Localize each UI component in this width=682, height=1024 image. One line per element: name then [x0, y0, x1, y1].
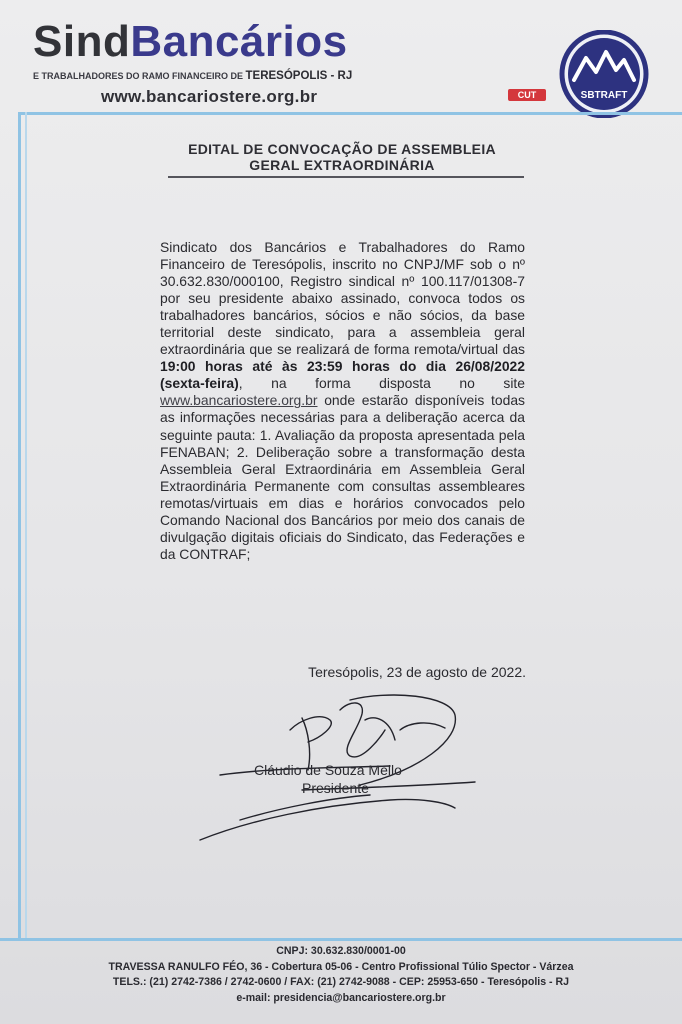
tagline-city: TERESÓPOLIS - RJ: [245, 70, 353, 82]
logo-text: SBTRAFT: [580, 90, 628, 101]
document-title: [160, 141, 524, 173]
body-text-part-2: , na forma disposta no site: [238, 375, 525, 392]
body-meeting-time: 19:00 horas até às 23:59 horas do dia 26/08/2022 (sexta-feira): [160, 358, 525, 392]
dateline: Teresópolis, 23 de agosto de 2022.: [308, 664, 526, 680]
brand-part-bancarios: Bancários: [130, 17, 348, 66]
letterhead-footer: [0, 944, 682, 1006]
footer-email[interactable]: e-mail: presidencia@bancariostere.org.br: [236, 991, 446, 1004]
title-underline: [168, 176, 524, 178]
footer-phones: TELS.: (21) 2742-7386 / 2742-0600 / FAX: (21) 2742-9088 - CEP: 25953-650 - Teresópolis - RJ: [112, 976, 570, 989]
frame-top-border: [18, 112, 682, 115]
cut-badge: CUT: [508, 89, 546, 101]
footer-cnpj: CNPJ: 30.632.830/0001-00: [276, 945, 406, 957]
letterhead-brand: [33, 18, 348, 66]
frame-left-border: [18, 112, 21, 940]
signatory-role: Presidente: [302, 780, 369, 796]
sbtraft-logo-icon: [556, 30, 652, 118]
brand-part-sind: Sind: [33, 17, 131, 66]
convocation-body: [160, 239, 525, 563]
signatory-name: Cláudio de Souza Mello: [254, 762, 402, 778]
tagline-prefix: E TRABALHADORES DO RAMO FINANCEIRO DE: [33, 71, 246, 81]
body-text-part-1: Sindicato dos Bancários e Trabalhadores do Ramo Financeiro de Teresópolis, inscrito no CNPJ/MF sob o nº 30.632.830/000100, Registro sindical nº 100.117/01308-7 por seu presidente abaixo assinado, convoca todos os trabalhadores bancários, sócios e não sócios, da base territorial deste sindicato, para a assembleia geral extraordinária que se realizará de forma remota/virtual das: [160, 239, 525, 358]
footer-address: TRAVESSA RANULFO FÉO, 36 - Cobertura 05-06 - Centro Profissional Túlio Spector - Várzea: [108, 960, 574, 973]
title-line-2: GERAL EXTRAORDINÁRIA: [249, 157, 435, 173]
letterhead-website: www.bancariostere.org.br: [101, 87, 318, 106]
title-line-1: EDITAL DE CONVOCAÇÃO DE ASSEMBLEIA: [188, 141, 496, 157]
letterhead-tagline: [33, 70, 352, 82]
body-text-part-3: onde estarão disponíveis todas as informações necessárias para a deliberação acerca da seguinte pauta: 1. Avaliação da proposta apresentada pela FENABAN; 2. Deliberação sobre a transformação desta Assembleia Geral Extraordinária em Assembleia Geral Extraordinária Permanente com consultas assembleares remotas/virtuais em dias e horários convocados pelo Comando Nacional dos Bancários por meio dos canais de divulgação digitais oficiais do Sindicato, das Federações e da CONTRAF;: [160, 392, 525, 562]
body-website-link[interactable]: www.bancariostere.org.br: [160, 392, 318, 409]
frame-bottom-border: [0, 938, 682, 941]
frame-left-inner-border: [25, 112, 27, 940]
